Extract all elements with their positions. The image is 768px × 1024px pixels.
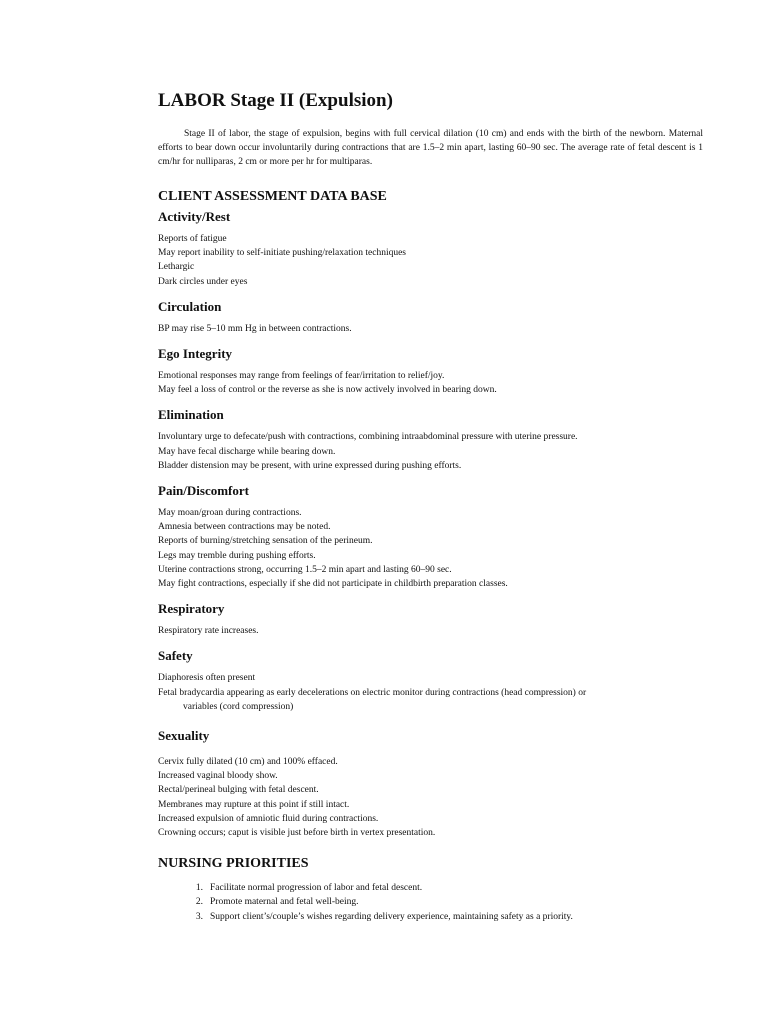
list-item: Reports of fatigue <box>158 234 227 244</box>
category-heading: Ego Integrity <box>158 346 233 362</box>
section-heading-assessment: CLIENT ASSESSMENT DATA BASE <box>158 189 387 204</box>
list-item: Crowning occurs; caput is visible just before birth in vertex presentation. <box>158 828 436 839</box>
category-safety <box>158 647 703 714</box>
list-item: Involuntary urge to defecate/push with contractions, combining intraabdominal pressure with uterine pressure. <box>158 432 578 443</box>
document-page <box>158 88 703 924</box>
category-circulation <box>158 298 703 336</box>
list-item: Dark circles under eyes <box>158 276 248 287</box>
priority-number: 3. <box>195 911 203 922</box>
list-item: May moan/groan during contractions. <box>158 508 302 519</box>
section-heading-nursing-priorities: NURSING PRIORITIES <box>158 856 309 872</box>
list-item: May feel a loss of control or the reverse as she is now actively involved in bearing down. <box>158 385 497 396</box>
list-item: Increased expulsion of amniotic fluid during contractions. <box>158 813 379 824</box>
list-item: Fetal bradycardia appearing as early decelerations on electric monitor during contractions (head compression) or <box>158 687 587 698</box>
category-heading: Respiratory <box>158 601 225 617</box>
list-item: Emotional responses may range from feelings of fear/irritation to relief/joy. <box>158 371 445 382</box>
list-item: Cervix fully dilated (10 cm) and 100% effaced. <box>158 757 338 768</box>
list-item: Increased vaginal bloody show. <box>158 771 278 782</box>
list-item: Diaphoresis often present <box>158 673 256 684</box>
list-item: BP may rise 5–10 mm Hg in between contractions. <box>158 323 352 334</box>
list-item: Legs may tremble during pushing efforts. <box>158 550 316 561</box>
page-title: LABOR Stage II (Expulsion) <box>158 90 393 111</box>
priority-item <box>158 881 703 895</box>
list-item: May have fecal discharge while bearing down. <box>158 446 336 457</box>
list-item: Lethargic <box>158 262 195 273</box>
category-ego-integrity <box>158 345 703 397</box>
list-item: Membranes may rupture at this point if still intact. <box>158 799 350 810</box>
priority-item <box>158 910 703 924</box>
category-heading: Activity/Rest <box>158 209 231 224</box>
list-item: May report inability to self-initiate pushing/relaxation techniques <box>158 248 406 259</box>
category-heading: Safety <box>158 648 193 664</box>
category-heading: Sexuality <box>158 728 210 744</box>
category-sexuality <box>158 727 703 840</box>
category-heading: Circulation <box>158 298 222 314</box>
list-item: Rectal/perineal bulging with fetal descent. <box>158 785 319 796</box>
list-item: May fight contractions, especially if she did not participate in childbirth preparation classes. <box>158 579 508 590</box>
list-item: Bladder distension may be present, with urine expressed during pushing efforts. <box>158 460 462 471</box>
list-item: Reports of burning/stretching sensation of the perineum. <box>158 536 373 547</box>
intro-paragraph: Stage II of labor, the stage of expulsion, begins with full cervical dilation (10 cm) and ends with the birth of the newborn. Maternal efforts to bear down occur involuntarily during contractions that are 1.5–2 min apart, lasting 60–90 sec. The average rate of fetal descent is 1 cm/hr for nulliparas, 2 cm or more per hr for multiparas. <box>158 129 703 167</box>
list-item-continuation: variables (cord compression) <box>183 701 294 712</box>
list-item: Amnesia between contractions may be noted. <box>158 522 331 533</box>
category-heading: Elimination <box>158 407 224 423</box>
category-pain-discomfort <box>158 482 703 591</box>
category-respiratory <box>158 600 703 638</box>
priority-text: Support client’s/couple’s wishes regarding delivery experience, maintaining safety as a priority. <box>210 911 573 922</box>
list-item: Uterine contractions strong, occurring 1.5–2 min apart and lasting 60–90 sec. <box>158 564 452 575</box>
priorities-list <box>158 881 703 924</box>
category-activity-rest <box>158 208 703 289</box>
list-item: Respiratory rate increases. <box>158 626 259 637</box>
priority-number: 1. <box>195 883 203 894</box>
priority-text: Facilitate normal progression of labor and fetal descent. <box>210 883 423 894</box>
priority-item <box>158 895 703 909</box>
priority-text: Promote maternal and fetal well-being. <box>210 897 359 908</box>
category-elimination <box>158 406 703 473</box>
category-heading: Pain/Discomfort <box>158 483 249 499</box>
priority-number: 2. <box>195 897 203 908</box>
